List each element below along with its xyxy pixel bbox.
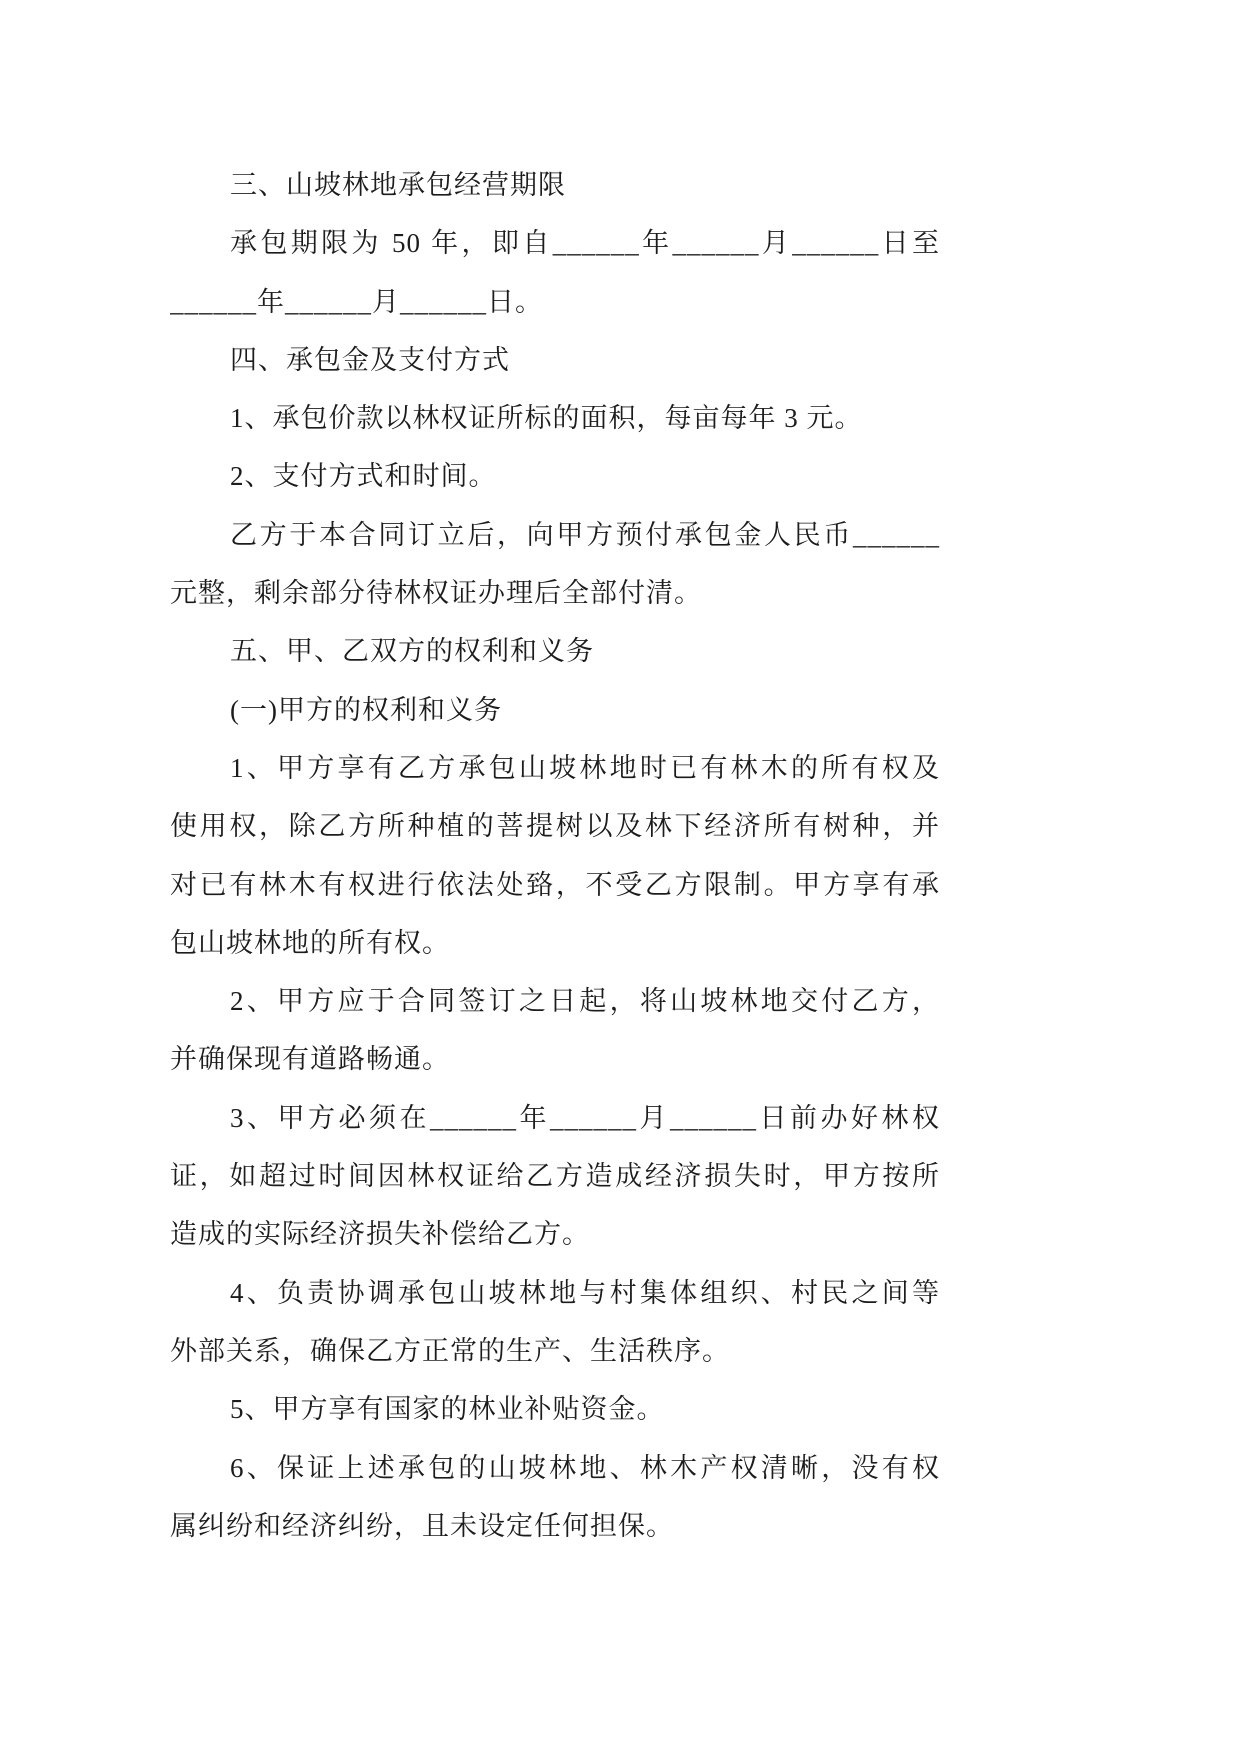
section-heading (170, 622, 940, 680)
text-line: 承包期限为 50 年，即自______年______月______日至 (230, 228, 940, 259)
text-line: 6、保证上述承包的山坡林地、林木产权清晰，没有权 (230, 1452, 940, 1483)
clause-5 (170, 1380, 940, 1438)
text-line: 三、山坡林地承包经营期限 (230, 170, 566, 200)
subsection-heading (170, 681, 940, 739)
text-line: 1、甲方享有乙方承包山坡林地时已有林木的所有权及 (230, 752, 940, 783)
text-line: 外部关系，确保乙方正常的生产、生活秩序。 (170, 1335, 730, 1366)
paragraph-payment-method (170, 447, 940, 505)
clause-4 (170, 1264, 940, 1381)
section-heading (170, 156, 940, 214)
text-line: ______年______月______日。 (170, 286, 543, 317)
paragraph-contract-term (170, 214, 940, 331)
clause-3 (170, 1089, 940, 1264)
text-line: 并确保现有道路畅通。 (170, 1044, 450, 1075)
text-line: 4、负责协调承包山坡林地与村集体组织、村民之间等 (230, 1277, 940, 1308)
text-line: 造成的实际经济损失补偿给乙方。 (170, 1219, 590, 1250)
clause-2 (170, 972, 940, 1089)
text-line: 四、承包金及支付方式 (230, 344, 510, 375)
text-line: 3、甲方必须在______年______月______日前办好林权 (230, 1102, 940, 1133)
text-line: 乙方于本合同订立后，向甲方预付承包金人民币______ (230, 519, 940, 550)
text-line: 1、承包价款以林权证所标的面积，每亩每年 3 元。 (230, 403, 863, 434)
text-line: 五、甲、乙双方的权利和义务 (230, 636, 594, 667)
clause-6 (170, 1439, 940, 1556)
paragraph-prepayment (170, 506, 940, 623)
section-heading (170, 331, 940, 389)
paragraph-price (170, 389, 940, 447)
text-line: 2、甲方应于合同签订之日起，将山坡林地交付乙方， (230, 986, 940, 1017)
text-line: 对已有林木有权进行依法处臵，不受乙方限制。甲方享有承 (170, 869, 940, 900)
text-line: 5、甲方享有国家的林业补贴资金。 (230, 1394, 665, 1425)
text-line: 使用权，除乙方所种植的菩提树以及林下经济所有树种，并 (170, 811, 940, 842)
document-body (170, 156, 940, 1555)
clause-1 (170, 739, 940, 972)
text-line: 包山坡林地的所有权。 (170, 927, 450, 958)
text-line: 元整，剩余部分待林权证办理后全部付清。 (170, 578, 702, 609)
text-line: 属纠纷和经济纠纷，且未设定任何担保。 (170, 1510, 674, 1541)
text-line: 2、支付方式和时间。 (230, 461, 497, 492)
text-line: 证，如超过时间因林权证给乙方造成经济损失时，甲方按所 (170, 1161, 940, 1192)
text-line: (一)甲方的权利和义务 (230, 694, 502, 725)
